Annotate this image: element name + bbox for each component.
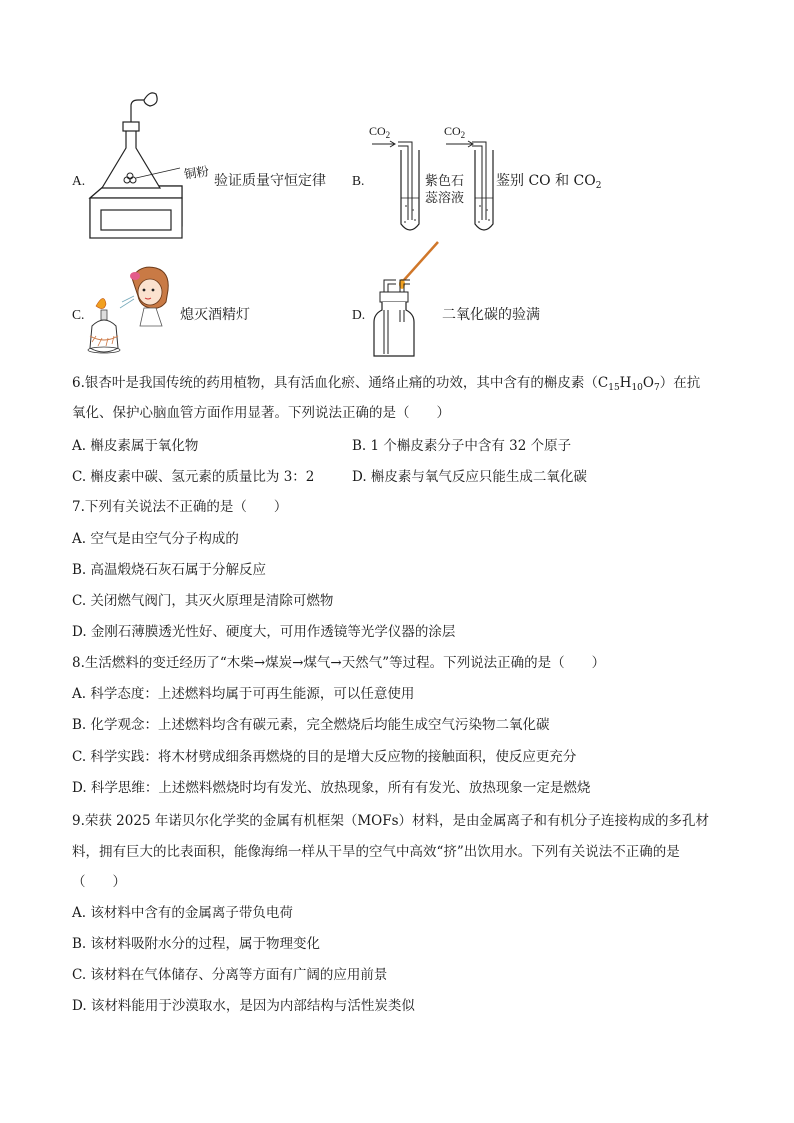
figure-c-caption: 熄灭酒精灯 (180, 307, 250, 323)
q9-option-c[interactable]: C. 该材料在气体储存、分离等方面有广阔的应用前景 (72, 967, 388, 983)
q6-stem-line2: 氧化、保护心脑血管方面作用显著。下列说法正确的是（ ） (72, 405, 450, 421)
figure-d-caption: 二氧化碳的验满 (442, 307, 540, 323)
q8-stem: 8.生活燃料的变迁经历了“木柴→煤炭→煤气→天然气”等过程。下列说法正确的是（ ） (72, 655, 606, 671)
girl-alcohol-lamp-diagram (84, 262, 184, 362)
option-c-letter: C. (72, 307, 85, 322)
q9-option-b[interactable]: B. 该材料吸附水分的过程，属于物理变化 (72, 936, 321, 952)
litmus-label-line2: 蕊溶液 (425, 191, 465, 206)
q9-option-a[interactable]: A. 该材料中含有的金属离子带负电荷 (72, 905, 293, 921)
q6-option-c[interactable]: C. 槲皮素中碳、氢元素的质量比为 3：2 (72, 469, 315, 485)
co2-label-right: $CO_2$ (444, 124, 466, 140)
option-d-letter: D. (352, 307, 366, 322)
q6-option-d[interactable]: D. 槲皮素与氧气反应只能生成二氧化碳 (352, 469, 587, 485)
q7-option-a[interactable]: A. 空气是由空气分子构成的 (72, 531, 239, 547)
q6-option-b[interactable]: B. 1 个槲皮素分子中含有 32 个原子 (352, 438, 572, 454)
q7-option-d[interactable]: D. 金刚石薄膜透光性好、硬度大，可用作透镜等光学仪器的涂层 (72, 624, 456, 640)
co2-label-left: $CO_2$ (369, 124, 391, 140)
figure-b-caption: 鉴别 CO 和 $CO_2$ (496, 173, 602, 191)
q9-stem-line2: 料，拥有巨大的比表面积，能像海绵一样从干旱的空气中高效“挤”出饮用水。下列有关说法不正确的是 (72, 844, 680, 860)
q8-option-a[interactable]: A. 科学态度：上述燃料均属于可再生能源，可以任意使用 (72, 686, 415, 702)
option-b-letter: B. (352, 173, 365, 188)
q8-option-c[interactable]: C. 科学实践：将木材劈成细条再燃烧的目的是增大反应物的接触面积，使反应更充分 (72, 749, 577, 765)
litmus-label-line1: 紫色石 (425, 174, 465, 189)
q8-option-b[interactable]: B. 化学观念：上述燃料均含有碳元素，完全燃烧后均能生成空气污染物二氧化碳 (72, 717, 550, 733)
option-a-letter: A. (72, 173, 86, 188)
q7-option-b[interactable]: B. 高温煅烧石灰石属于分解反应 (72, 562, 267, 578)
gas-bottle-match-diagram (370, 258, 450, 358)
q9-stem-line1: 9.荣获 2025 年诺贝尔化学奖的金属有机框架（MOFs）材料，是由金属离子和有机分子连接构成的多孔材 (72, 813, 710, 829)
copper-powder-label: 铜粉 (183, 163, 210, 182)
q7-option-c[interactable]: C. 关闭燃气阀门，其灭火原理是清除可燃物 (72, 593, 334, 609)
q6-option-a[interactable]: A. 槲皮素属于氧化物 (72, 438, 199, 454)
figure-a-caption: 验证质量守恒定律 (214, 173, 326, 189)
q8-option-d[interactable]: D. 科学思维：上述燃料燃烧时均有发光、放热现象，所有有发光、放热现象一定是燃烧 (72, 780, 591, 796)
q7-stem: 7.下列有关说法不正确的是（ ） (72, 499, 288, 515)
q6-stem-line1: 6.银杏叶是我国传统的药用植物，具有活血化瘀、通络止痛的功效，其中含有的槲皮素$(C_{15}H_{10}O_7)$在抗 (72, 375, 701, 393)
q9-option-d[interactable]: D. 该材料能用于沙漠取水，是因为内部结构与活性炭类似 (72, 998, 415, 1014)
q9-stem-line3: （ ） (72, 874, 126, 890)
